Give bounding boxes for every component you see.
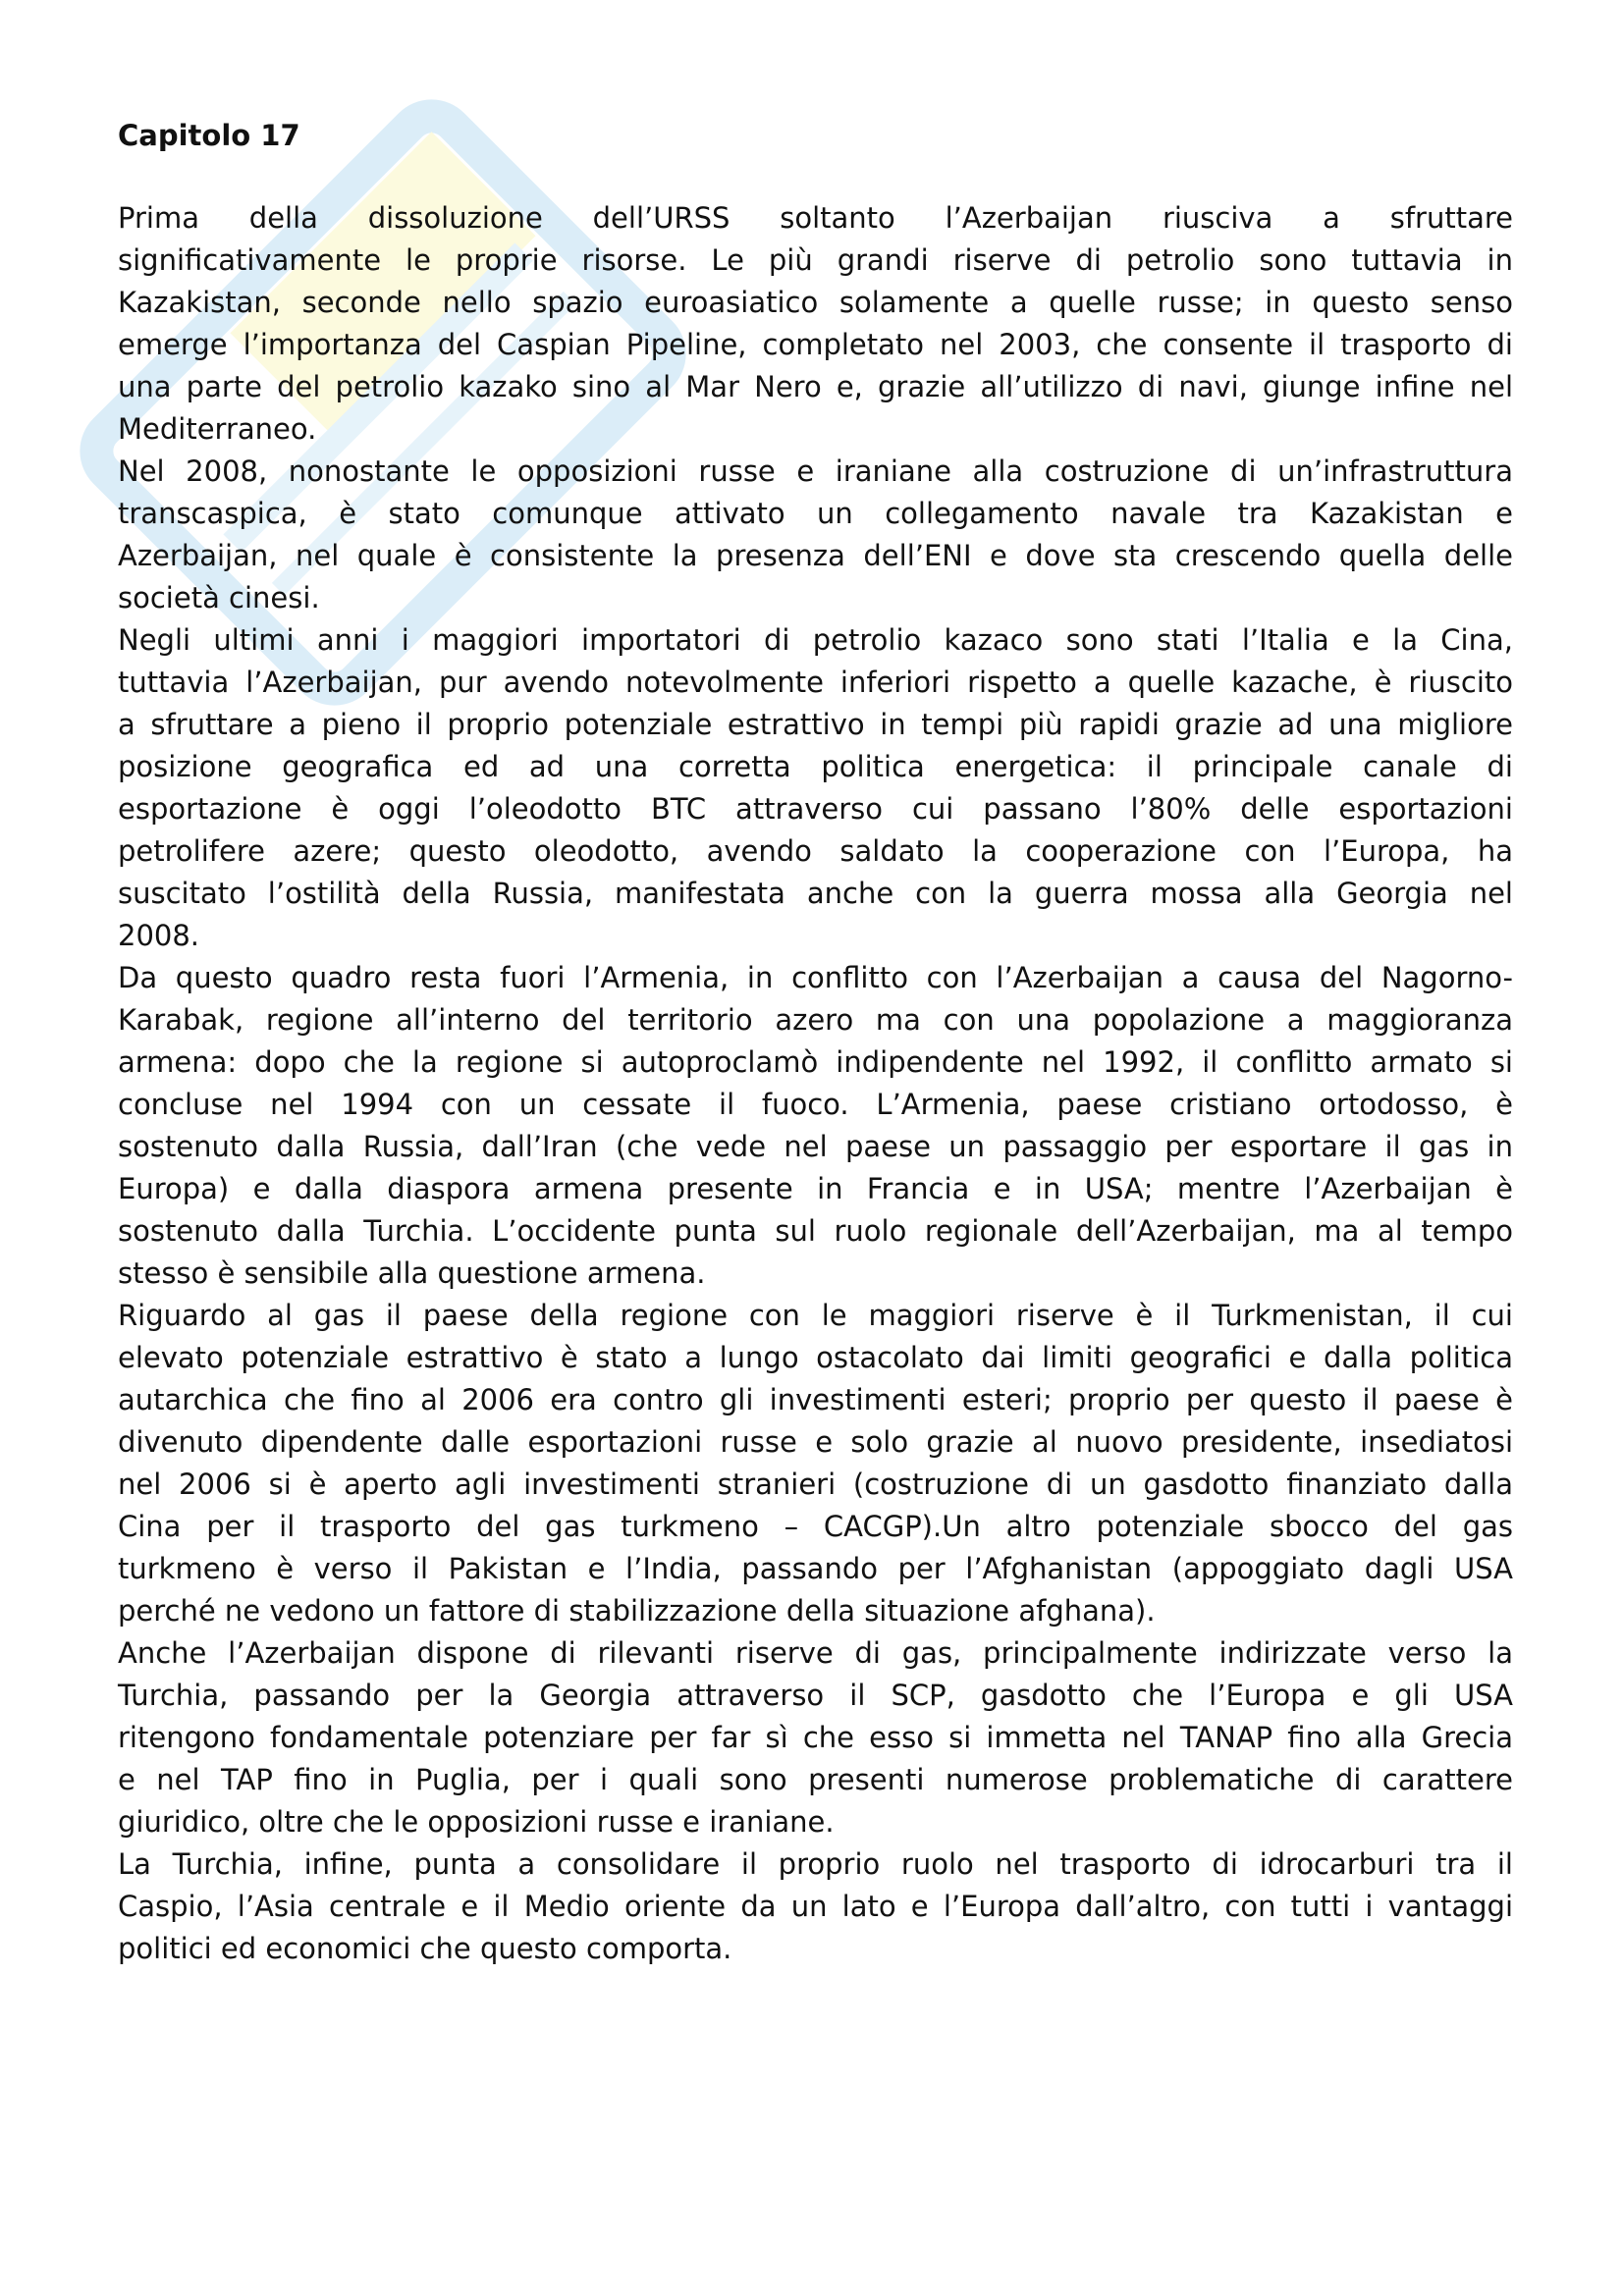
text-line: Europa) e dalla diaspora armena presente in Francia e in USA; mentre l’Azerbaijan è: [118, 1172, 1513, 1205]
text-line: Prima della dissoluzione dell’URSS soltanto l’Azerbaijan riusciva a sfruttare: [118, 201, 1513, 235]
text-line: divenuto dipendente dalle esportazioni russe e solo grazie al nuovo presidente, insediatosi: [118, 1425, 1513, 1459]
text-line: una parte del petrolio kazako sino al Mar Nero e, grazie all’utilizzo di navi, giunge infine nel: [118, 370, 1513, 403]
text-line: sostenuto dalla Russia, dall’Iran (che vede nel paese un passaggio per esportare il gas in: [118, 1130, 1513, 1163]
text-line: petrolifere azere; questo oleodotto, avendo saldato la cooperazione con l’Europa, ha: [118, 834, 1513, 868]
text-line: 2008.: [118, 919, 200, 952]
text-line: a sfruttare a pieno il proprio potenziale estrattivo in tempi più rapidi grazie ad una migliore: [118, 708, 1513, 741]
text-line: Nel 2008, nonostante le opposizioni russe e iraniane alla costruzione di un’infrastruttura: [118, 454, 1513, 488]
text-line: Da questo quadro resta fuori l’Armenia, in conflitto con l’Azerbaijan a causa del Nagorno-: [118, 961, 1513, 994]
text-line: La Turchia, infine, punta a consolidare il proprio ruolo nel trasporto di idrocarburi tra il: [118, 1847, 1513, 1881]
text-line: Caspio, l’Asia centrale e il Medio oriente da un lato e l’Europa dall’altro, con tutti i vantaggi: [118, 1890, 1513, 1923]
text-line: nel 2006 si è aperto agli investimenti stranieri (costruzione di un gasdotto finanziato dalla: [118, 1468, 1513, 1501]
text-line: Anche l’Azerbaijan dispone di rilevanti riserve di gas, principalmente indirizzate verso la: [118, 1636, 1513, 1670]
text-line: perché ne vedono un fattore di stabilizzazione della situazione afghana).: [118, 1594, 1156, 1628]
text-line: suscitato l’ostilità della Russia, manifestata anche con la guerra mossa alla Georgia nel: [118, 877, 1513, 910]
text-line: tuttavia l’Azerbaijan, pur avendo notevolmente inferiori rispetto a quelle kazache, è riuscito: [118, 666, 1513, 699]
chapter-title: Capitolo 17: [118, 119, 300, 152]
text-line: Riguardo al gas il paese della regione con le maggiori riserve è il Turkmenistan, il cui: [118, 1299, 1513, 1332]
text-line: sostenuto dalla Turchia. L’occidente punta sul ruolo regionale dell’Azerbaijan, ma al tempo: [118, 1214, 1513, 1248]
text-line: giuridico, oltre che le opposizioni russe e iraniane.: [118, 1805, 835, 1839]
text-line: transcaspica, è stato comunque attivato un collegamento navale tra Kazakistan e: [118, 497, 1513, 530]
text-line: e nel TAP fino in Puglia, per i quali sono presenti numerose problematiche di carattere: [118, 1763, 1513, 1796]
text-line: posizione geografica ed ad una corretta politica energetica: il principale canale di: [118, 750, 1513, 783]
text-line: turkmeno è verso il Pakistan e l’India, passando per l’Afghanistan (appoggiato dagli USA: [118, 1552, 1513, 1585]
text-line: Karabak, regione all’interno del territorio azero ma con una popolazione a maggioranza: [118, 1003, 1513, 1037]
text-line: Mediterraneo.: [118, 412, 317, 446]
text-line: elevato potenziale estrattivo è stato a lungo ostacolato dai limiti geografici e dalla politica: [118, 1341, 1513, 1374]
text-line: ritengono fondamentale potenziare per far sì che esso si immetta nel TANAP fino alla Grecia: [118, 1721, 1513, 1754]
text-line: politici ed economici che questo comporta.: [118, 1932, 732, 1965]
text-line: Azerbaijan, nel quale è consistente la presenza dell’ENI e dove sta crescendo quella delle: [118, 539, 1513, 572]
text-line: autarchica che fino al 2006 era contro gli investimenti esteri; proprio per questo il paese è: [118, 1383, 1513, 1416]
text-line: Cina per il trasporto del gas turkmeno – CACGP).Un altro potenziale sbocco del gas: [118, 1510, 1513, 1543]
text-line: emerge l’importanza del Caspian Pipeline, completato nel 2003, che consente il trasporto di: [118, 328, 1513, 361]
text-line: Kazakistan, seconde nello spazio euroasiatico solamente a quelle russe; in questo senso: [118, 286, 1513, 319]
chapter-body: [118, 197, 1513, 1970]
text-line: Negli ultimi anni i maggiori importatori di petrolio kazaco sono stati l’Italia e la Cina,: [118, 623, 1513, 657]
text-line: stesso è sensibile alla questione armena.: [118, 1256, 706, 1290]
text-line: Turchia, passando per la Georgia attraverso il SCP, gasdotto che l’Europa e gli USA: [118, 1679, 1513, 1712]
text-line: armena: dopo che la regione si autoproclamò indipendente nel 1992, il conflitto armato si: [118, 1045, 1513, 1079]
text-line: significativamente le proprie risorse. Le più grandi riserve di petrolio sono tuttavia in: [118, 243, 1513, 277]
text-line: esportazione è oggi l’oleodotto BTC attraverso cui passano l’80% delle esportazioni: [118, 792, 1513, 826]
text-line: società cinesi.: [118, 581, 320, 614]
text-line: concluse nel 1994 con un cessate il fuoco. L’Armenia, paese cristiano ortodosso, è: [118, 1088, 1513, 1121]
